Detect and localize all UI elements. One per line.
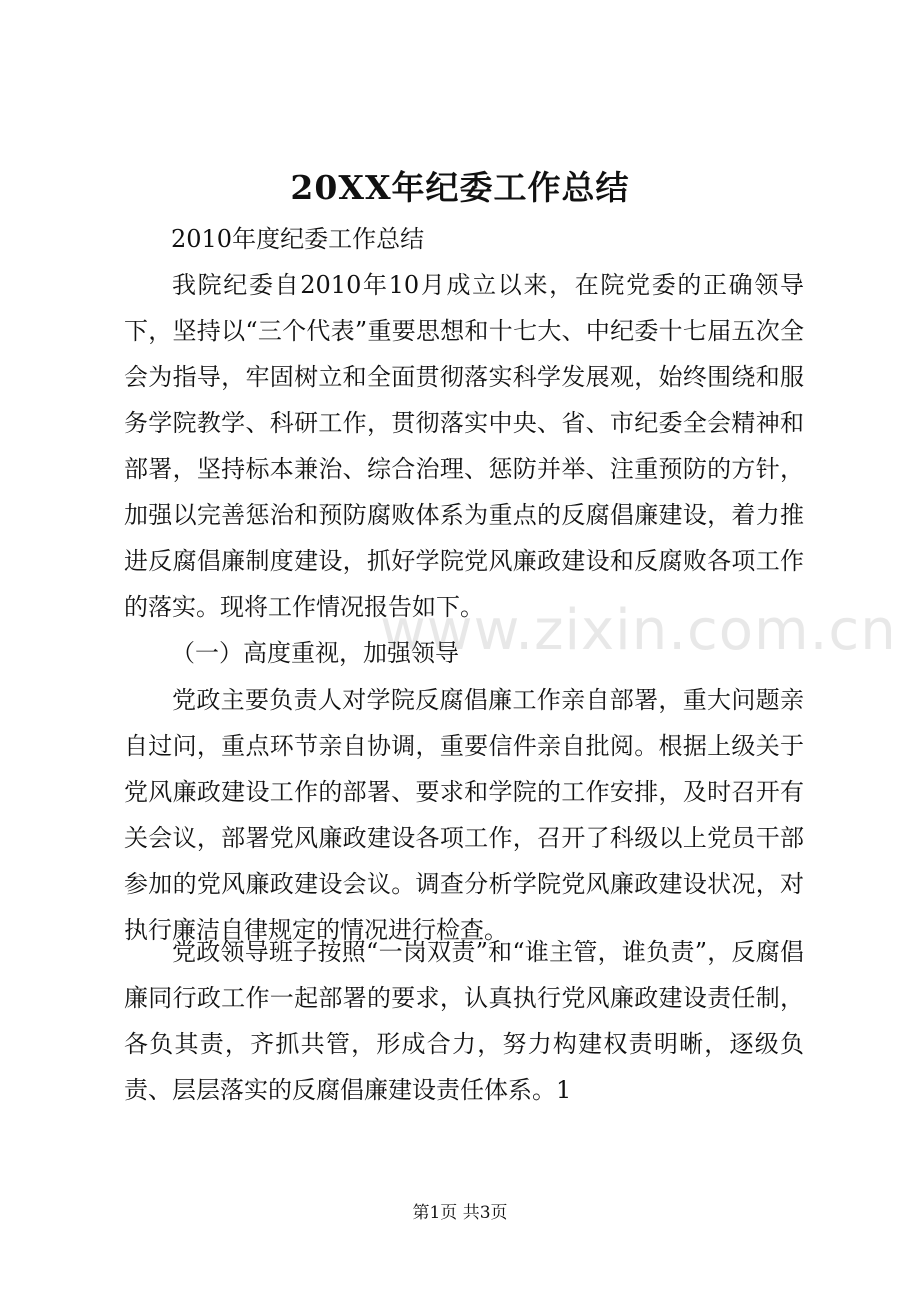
document-title: 20XX年纪委工作总结 (290, 168, 630, 207)
paragraph-responsibility: 党政领导班子按照“一岗双责”和“谁主管，谁负责”，反腐倡廉同行政工作一起部署的要求，认真执行党风廉政建设责任制，各负其责，齐抓共管，形成合力，努力构建权责明晰，逐级负责、层层落实的反腐倡廉建设责任体系。1 (124, 938, 804, 1104)
watermark: www.zixin.com.cn (380, 598, 897, 663)
page-footer: 第1页 共3页 (412, 1203, 508, 1223)
document-subtitle: 2010年度纪委工作总结 (171, 225, 425, 253)
section-heading-1: （一）高度重视，加强领导 (171, 639, 459, 667)
paragraph-intro: 我院纪委自2010年10月成立以来，在院党委的正确领导下，坚持以“三个代表”重要思想和十七大、中纪委十七届五次全会为指导，牢固树立和全面贯彻落实科学发展观，始终围绕和服务学院教学、科研工作，贯彻落实中央、省、市纪委全会精神和部署，坚持标本兼治、综合治理、惩防并举、注重预防的方针，加强以完善惩治和预防腐败体系为重点的反腐倡廉建设，着力推进反腐倡廉制度建设，抓好学院党风廉政建设和反腐败各项工作的落实。现将工作情况报告如下。 (124, 271, 804, 621)
paragraph-leadership: 党政主要负责人对学院反腐倡廉工作亲自部署，重大问题亲自过问，重点环节亲自协调，重要信件亲自批阅。根据上级关于党风廉政建设工作的部署、要求和学院的工作安排，及时召开有关会议，部署党风廉政建设各项工作，召开了科级以上党员干部参加的党风廉政建设会议。调查分析学院党风廉政建设状况，对执行廉洁自律规定的情况进行检查。 (124, 686, 804, 944)
